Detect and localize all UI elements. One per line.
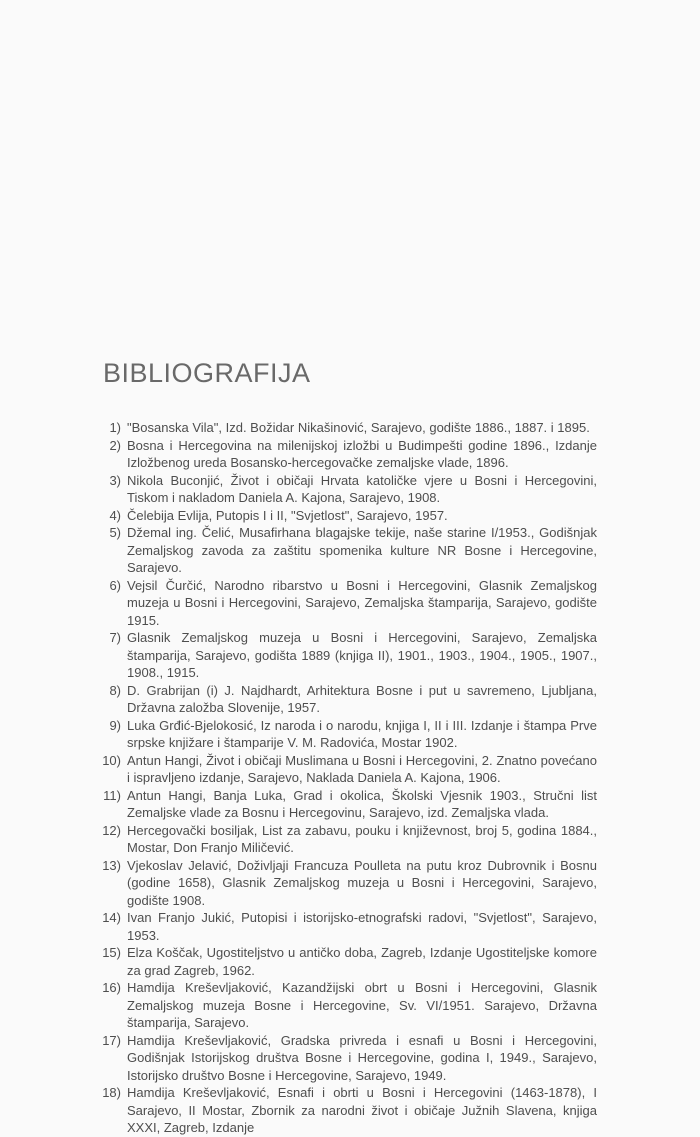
entry-text: Vjekoslav Jelavić, Doživljaji Francuza Poulleta na putu kroz Dubrovnik i Bosnu (godine 1658), Glasnik Zemaljskog muzeja u Bosni i Hercegovini, Sarajevo, godište 1908. xyxy=(127,857,597,908)
entry-text: Luka Grđić-Bjelokosić, Iz naroda i o narodu, knjiga I, II i III. Izdanje i štampa Prve srpske knjižare i štamparije V. M. Radovića, Mostar 1902. xyxy=(127,717,597,751)
entry-text: Elza Koščak, Ugostiteljstvo u antičko doba, Zagreb, Izdanje Ugostiteljske komore za grad Zagreb, 1962. xyxy=(127,945,597,978)
bibliography-entry xyxy=(99,577,599,630)
bibliography-entry xyxy=(99,629,599,682)
bibliography-entry xyxy=(99,822,599,857)
entry-text: Antun Hangi, Život i običaji Muslimana u Bosni i Hercegovini, 2. Znatno povećano i ispravljeno izdanje, Sarajevo, Naklada Daniela A. Kajona, 1906. xyxy=(127,752,597,786)
entry-number: 4) xyxy=(109,507,121,523)
entry-number: 5) xyxy=(109,525,121,541)
bibliography-entry xyxy=(99,787,599,822)
entry-number: 10) xyxy=(102,752,121,768)
entry-number: 7) xyxy=(109,630,121,646)
entry-number: 11) xyxy=(103,787,121,803)
bibliography-entry xyxy=(99,1032,599,1085)
entry-number: 6) xyxy=(109,577,121,593)
entry-text: Hamdija Kreševljaković, Esnafi i obrti u Bosni i Hercegovini (1463-1878), I Sarajevo, II Mostar, Zbornik za narodni život i običaje Južnih Slavena, knjiga XXXI, Zagreb, Izdanje xyxy=(127,1085,597,1136)
entry-text: Glasnik Zemaljskog muzeja u Bosni i Hercegovini, Sarajevo, Zemaljska štamparija, Sarajevo, godišta 1889 (knjiga II), 1901., 1903., 1904., 1905., 1907., 1908., 1915. xyxy=(127,630,597,681)
entry-text: Nikola Buconjić, Život i običaji Hrvata katoličke vjere u Bosni i Hercegovini, Tiskom i nakladom Daniela A. Kajona, Sarajevo, 1908. xyxy=(127,472,597,506)
bibliography-entry xyxy=(99,419,599,437)
entry-text: "Bosanska Vila", Izd. Božidar Nikašinović, Sarajevo, godište 1886., 1887. i 1895. xyxy=(127,420,590,436)
bibliography-entry xyxy=(99,472,599,507)
bibliography-entry xyxy=(99,437,599,472)
bibliography-entry xyxy=(99,857,599,910)
entry-number: 15) xyxy=(102,945,121,961)
bibliography-entry xyxy=(99,752,599,787)
bibliography-entry xyxy=(99,944,599,979)
entry-number: 8) xyxy=(109,682,121,698)
entry-text: Ivan Franjo Jukić, Putopisi i istorijsko-etnografski radovi, "Svjetlost", Sarajevo, 1953. xyxy=(127,910,597,943)
entry-number: 1) xyxy=(109,420,121,436)
bibliography-entry xyxy=(99,507,599,525)
bibliography-entry xyxy=(99,979,599,1032)
entry-text: Bosna i Hercegovina na milenijskoj izložbi u Budimpešti godine 1896., Izdanje Izložbenog ureda Bosansko-hercegovačke zemaljske vlade, 1896. xyxy=(127,437,597,471)
entry-number: 13) xyxy=(102,857,121,873)
bibliography-list xyxy=(99,419,599,1137)
entry-text: Antun Hangi, Banja Luka, Grad i okolica, Školski Vjesnik 1903., Stručni list Zemaljske vlade za Bosnu i Hercegovinu, Sarajevo, izd. Zemaljska vlada. xyxy=(127,787,597,821)
entry-number: 16) xyxy=(102,980,121,996)
entry-number: 14) xyxy=(102,910,121,926)
entry-number: 12) xyxy=(102,822,121,838)
entry-text: Vejsil Čurčić, Narodno ribarstvo u Bosni i Hercegovini, Glasnik Zemaljskog muzeja u Bosni i Hercegovini, Sarajevo, Zemaljska štamparija, Sarajevo, godište 1915. xyxy=(127,577,597,628)
bibliography-entry xyxy=(99,717,599,752)
bibliography-entry xyxy=(99,1084,599,1137)
entry-number: 2) xyxy=(109,437,121,453)
scanned-page xyxy=(99,357,599,1137)
bibliography-entry xyxy=(99,682,599,717)
entry-number: 17) xyxy=(102,1032,121,1048)
entry-text: Hercegovački bosiljak, List za zabavu, pouku i književnost, broj 5, godina 1884., Mostar, Don Franjo Miličević. xyxy=(127,822,597,856)
page-title: BIBLIOGRAFIJA xyxy=(103,358,311,388)
entry-text: Hamdija Kreševljaković, Kazandžijski obrt u Bosni i Hercegovini, Glasnik Zemaljskog muzeja Bosne i Hercegovine, Sv. VI/1951. Sarajevo, Državna štamparija, Sarajevo. xyxy=(127,980,597,1031)
entry-text: D. Grabrijan (i) J. Najdhardt, Arhitektura Bosne i put u savremeno, Ljubljana, Državna založba Slovenije, 1957. xyxy=(127,682,597,716)
entry-text: Hamdija Kreševljaković, Gradska privreda i esnafi u Bosni i Hercegovini, Godišnjak Istorijskog društva Bosne i Hercegovine, godina I, 1949., Sarajevo, Istorijsko društvo Bosne i Hercegovine, Sarajevo, 1949. xyxy=(127,1032,597,1083)
entry-number: 3) xyxy=(109,472,121,488)
entry-number: 18) xyxy=(102,1085,121,1101)
bibliography-entry xyxy=(99,524,599,577)
bibliography-entry xyxy=(99,909,599,944)
entry-text: Džemal ing. Čelić, Musafirhana blagajske tekije, naše starine I/1953., Godišnjak Zemaljskog zavoda za zaštitu spomenika kulture NR Bosne i Hercegovine, Sarajevo. xyxy=(127,525,597,576)
entry-text: Čelebija Evlija, Putopis I i II, "Svjetlost", Sarajevo, 1957. xyxy=(127,507,448,523)
entry-number: 9) xyxy=(109,717,121,733)
